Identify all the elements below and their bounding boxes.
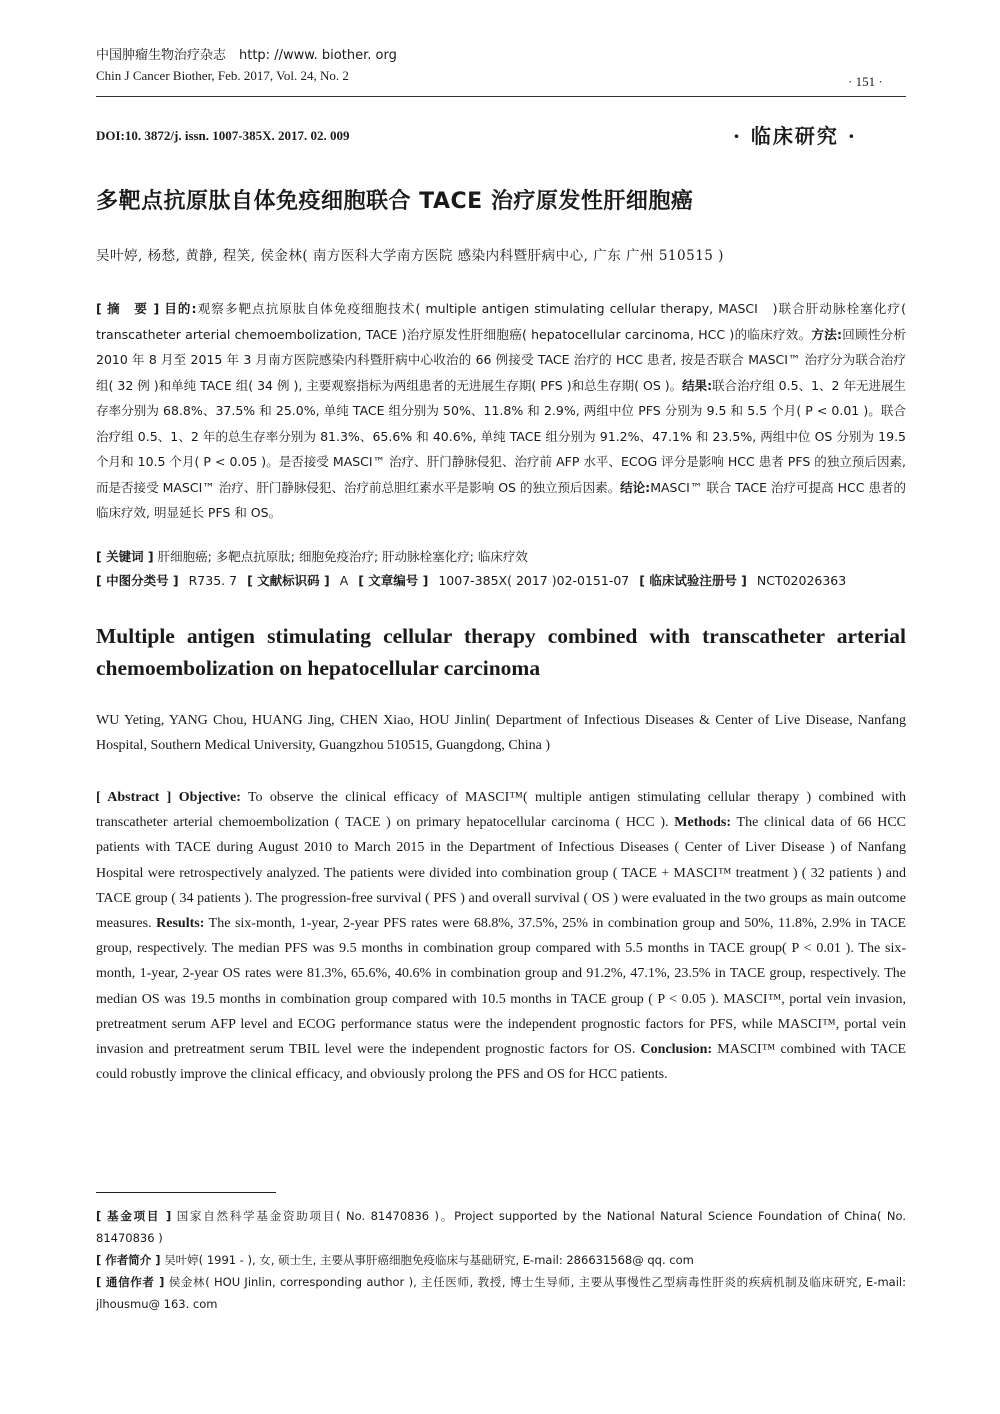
methods-cn-label: 方法: bbox=[811, 326, 842, 342]
author-bio-text: 吴叶婷( 1991 - ), 女, 硕士生, 主要从事肝癌细胞免疫临床与基础研究, E-mail: 286631568@ qq. com bbox=[164, 1253, 694, 1267]
keywords-cn bbox=[96, 544, 906, 570]
footnote-divider bbox=[96, 1192, 276, 1193]
doc-code-value: A bbox=[339, 573, 349, 588]
corresponding-label: [ 通信作者 ] bbox=[96, 1275, 165, 1289]
clc-value: R735. 7 bbox=[188, 573, 238, 588]
fund-label: [ 基金项目 ] bbox=[96, 1209, 172, 1223]
authors-en: WU Yeting, YANG Chou, HUANG Jing, CHEN Xiao, HOU Jinlin( Department of Infectious Diseases & Center of Live Disease, Nanfang Hospital, Southern Medical University, Guangzhou 510515, Guangdong, China ) bbox=[96, 713, 906, 753]
classification-row bbox=[96, 571, 906, 589]
methods-cn-text: 回顾性分析 2010 年 8 月至 2015 年 3 月南方医院感染内科暨肝病中心收治的 66 例接受 TACE 治疗的 HCC 患者, 按是否联合 MASCI™ 治疗分为联合治疗组( 32 例 )和单纯 TACE 组( 34 例 ), 主要观察指标为两组患者的无进展生存期( PFS )和总生存期( OS )。 bbox=[96, 326, 907, 393]
abstract-cn-label: [ 摘 要 ] bbox=[96, 301, 160, 316]
objective-en-label: Objective: bbox=[178, 790, 241, 805]
results-cn-text: 联合治疗组 0.5、1、2 年无进展生存率分别为 68.8%、37.5% 和 25.0%, 单纯 TACE 组分别为 50%、11.8% 和 2.9%, 两组中位 PFS 分别为 9.5 和 5.5 个月( P < 0.01 )。联合治疗组 0.5、1、2 年的总生存率分别为 81.3%、65.6% 和 40.6%, 单纯 TACE 组分别为 91.2%、47.1% 和 23.5%, 两组中位 OS 分别为 19.5 个月和 10.5 个月( P < 0.05 )。是否接受 MASCI™ 治疗、肝门静脉侵犯、治疗前 AFP 水平、ECOG 评分是影响 HCC 患者 PFS 的独立预后因素, 而是否接受 MASCI™ 治疗、肝门静脉侵犯、治疗前总胆红素水平是影响 OS 的独立预后因素。 bbox=[96, 377, 907, 495]
journal-citation-en: Chin J Cancer Biother, Feb. 2017, Vol. 24, No. 2 bbox=[96, 68, 349, 83]
authors-cn: 吴叶婷, 杨愁, 黄静, 程笑, 侯金林( 南方医科大学南方医院 感染内科暨肝病中心, 广东 广州 510515 ) bbox=[96, 248, 724, 264]
objective-en-text: To observe the clinical efficacy of MASCI™( multiple antigen stimulating cellular therapy ) combined with transcatheter arterial chemoembolization ( TACE ) on primary hepatocellular carcinoma ( HCC ). bbox=[96, 790, 906, 831]
results-en-label: Results: bbox=[156, 916, 205, 932]
conclusion-cn-text: MASCI™ 联合 TACE 治疗可提高 HCC 患者的临床疗效, 明显延长 PFS 和 OS。 bbox=[96, 479, 907, 520]
journal-name-cn: 中国肿瘤生物治疗杂志 http: //www. biother. org bbox=[96, 48, 397, 63]
conclusion-en-text: MASCI™ combined with TACE could robustly improve the clinical efficacy, and obviously prolong the PFS and OS for HCC patients. bbox=[96, 1042, 907, 1083]
article-no-value: 1007-385X( 2017 )02-0151-07 bbox=[438, 573, 630, 588]
abstract-en-label: [ Abstract ] bbox=[96, 790, 172, 805]
corresponding-text: 侯金林( HOU Jinlin, corresponding author ), 主任医师, 教授, 博士生导师, 主要从事慢性乙型病毒性肝炎的疾病机制及临床研究, E-mail: jlhousmu@ 163. com bbox=[96, 1275, 906, 1311]
trial-label: [ 临床试验注册号 ] bbox=[639, 573, 747, 588]
doc-code-label: [ 文献标识码 ] bbox=[247, 573, 330, 588]
article-title-en: Multiple antigen stimulating cellular therapy combined with transcatheter arterial chemoembolization on hepatocellular carcinoma bbox=[96, 624, 906, 680]
author-bio-label: [ 作者简介 ] bbox=[96, 1253, 161, 1267]
doi: DOI:10. 3872/j. issn. 1007-385X. 2017. 02. 009 bbox=[96, 128, 350, 143]
conclusion-cn-label: 结论: bbox=[620, 479, 651, 495]
results-cn-label: 结果: bbox=[682, 377, 713, 393]
objective-cn-label: 目的: bbox=[164, 301, 197, 316]
results-en-text: The six-month, 1-year, 2-year PFS rates were 68.8%, 37.5%, 25% in combination group and 50%, 11.8%, 2.9% in TACE group, respectively. The median PFS was 9.5 months in combination group compared with 5.5 months in TACE group( P < 0.01 ). The six-month, 1-year, 2-year OS rates were 81.3%, 65.6%, 40.6% in combination group and 91.2%, 47.1%, 23.5% in TACE group, respectively. The median OS was 19.5 months in combination group compared with 10.5 months in TACE group ( P < 0.05 ). MASCI™, portal vein invasion, pretreatment serum AFP level and ECOG performance status were the independent prognostic factors for PFS, while MASCI™, portal vein invasion and pretreatment serum TBIL level were the independent prognostic factors for OS. bbox=[96, 916, 907, 1058]
fund-text: 国家自然科学基金资助项目( No. 81470836 )。Project supported by the National Natural Science Foundation of China( No. 81470836 ) bbox=[96, 1209, 906, 1245]
abstract-cn bbox=[96, 296, 906, 526]
methods-en-label: Methods: bbox=[674, 815, 732, 831]
footnote-fund bbox=[96, 1205, 906, 1249]
page-number: · 151 · bbox=[848, 74, 883, 89]
abstract-en bbox=[96, 785, 906, 1087]
footnotes bbox=[96, 1205, 906, 1315]
keywords-cn-text: 肝细胞癌; 多靶点抗原肽; 细胞免疫治疗; 肝动脉栓塞化疗; 临床疗效 bbox=[157, 549, 528, 564]
clc-label: [ 中图分类号 ] bbox=[96, 573, 179, 588]
conclusion-en-label: Conclusion: bbox=[640, 1042, 713, 1058]
objective-cn-text: 观察多靶点抗原肽自体免疫细胞技术( multiple antigen stimulating cellular therapy, MASCI )联合肝动脉栓塞化疗( transcatheter arterial chemoembolization, TACE )治疗原发性肝细胞癌( hepatocellular carcinoma, HCC )的临床疗效。 bbox=[96, 301, 906, 342]
keywords-cn-label: [ 关键词 ] bbox=[96, 549, 154, 564]
footnote-author bbox=[96, 1249, 906, 1271]
article-title-cn: 多靶点抗原肽自体免疫细胞联合 TACE 治疗原发性肝细胞癌 bbox=[96, 189, 694, 214]
section-label: · 临床研究 · bbox=[733, 124, 857, 148]
footnote-corresponding bbox=[96, 1271, 906, 1315]
article-no-label: [ 文章编号 ] bbox=[358, 573, 429, 588]
header-divider bbox=[96, 96, 906, 97]
methods-en-text: The clinical data of 66 HCC patients with TACE during August 2010 to March 2015 in the Department of Infectious Diseases ( Center of Liver Disease ) of Nanfang Hospital were retrospectively analyzed. The patients were divided into combination group ( TACE + MASCI™ treatment ) ( 32 patients ) and TACE group ( 34 patients ). The progression-free survival ( PFS ) and overall survival ( OS ) were evaluated in the two groups as main outcome measures. bbox=[96, 815, 907, 932]
trial-value: NCT02026363 bbox=[756, 573, 847, 588]
